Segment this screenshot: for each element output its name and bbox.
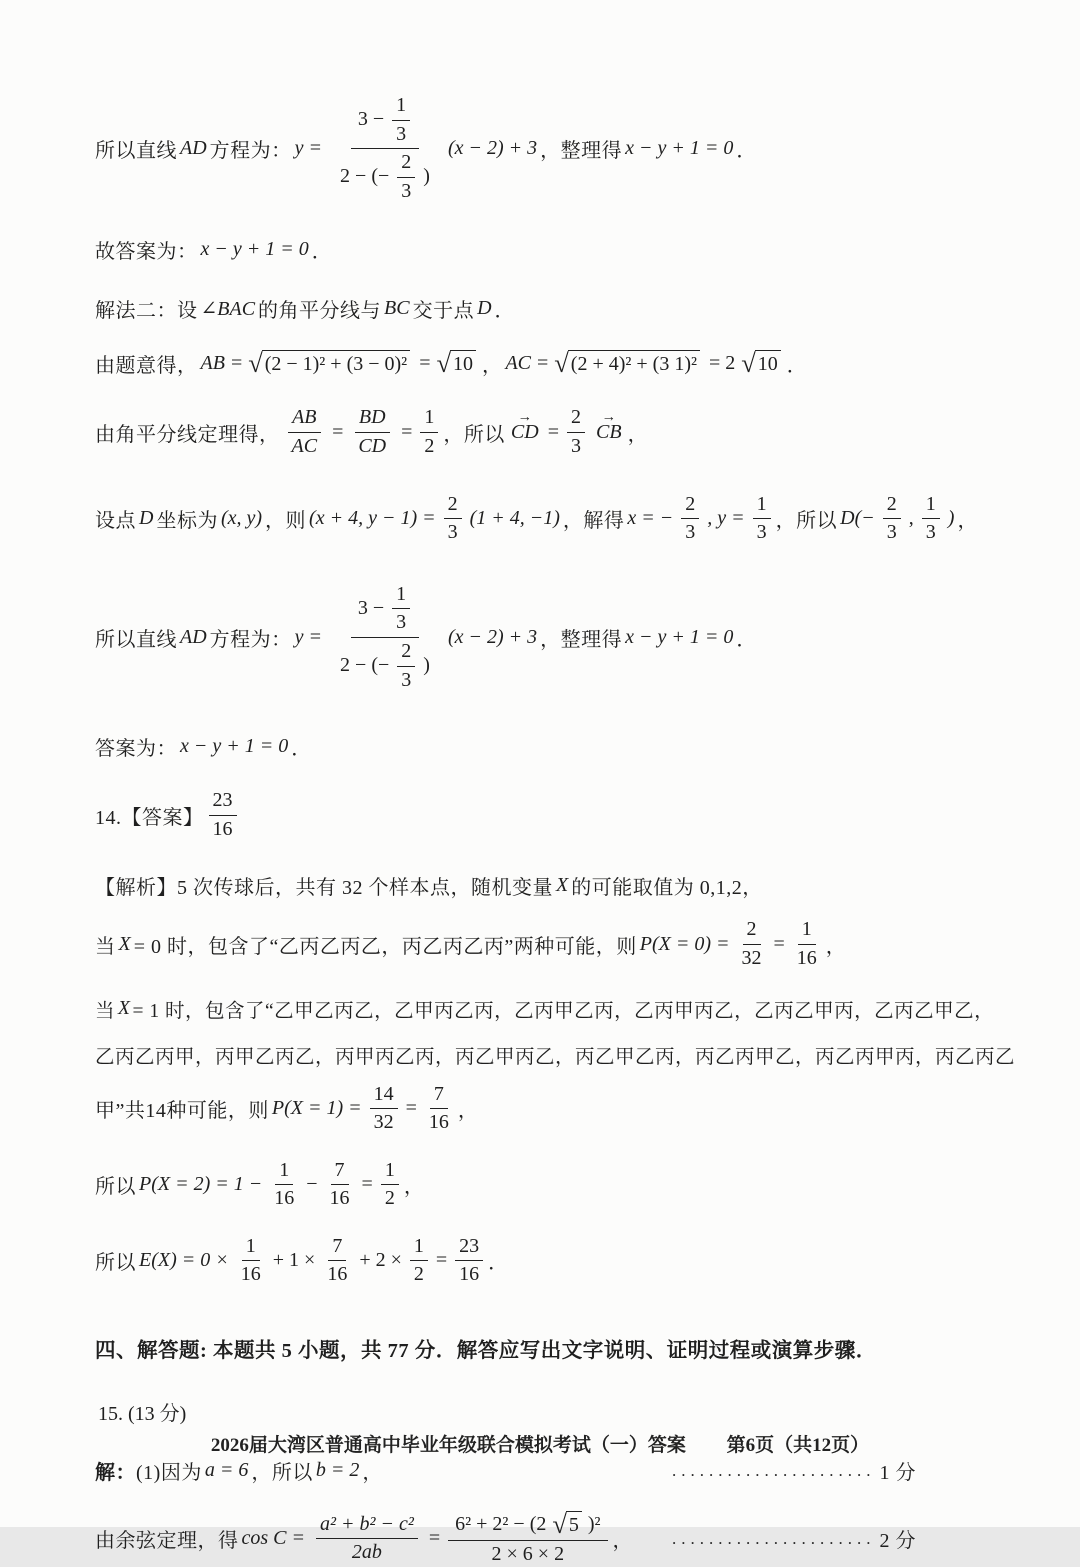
denominator: 3 — [396, 122, 407, 145]
math-expr: a = 6 — [204, 1459, 249, 1482]
text: 甲”共14种可能，则 — [95, 1100, 269, 1123]
q13-point-d-line — [95, 493, 992, 545]
fraction — [326, 1159, 354, 1211]
math-op: − — [306, 1173, 318, 1196]
text: 所以直线 — [95, 140, 177, 163]
math-expr: x − y + 1 = 0 — [625, 137, 734, 160]
text: 交于点 — [412, 300, 475, 323]
fraction — [410, 1235, 428, 1287]
numerator: AB — [288, 406, 320, 433]
section-4-heading — [95, 1333, 992, 1363]
q15-step1 — [95, 1456, 992, 1485]
numerator: 2 — [883, 493, 901, 520]
text: ，所以 — [251, 1462, 313, 1485]
numerator: 1 — [392, 94, 410, 121]
slope-fraction — [333, 583, 437, 692]
math-op: = — [332, 420, 344, 443]
denominator: 3 — [886, 521, 897, 544]
fraction — [793, 918, 821, 970]
numerator: 1 — [392, 583, 410, 610]
step-content — [95, 1511, 633, 1567]
numerator: 7 — [430, 1083, 448, 1110]
text: 答案为： — [95, 738, 177, 761]
q14-answer — [95, 789, 992, 841]
math-op: + 1 × — [272, 1249, 316, 1272]
numerator: 7 — [328, 1235, 346, 1262]
math-var: AD — [180, 625, 207, 648]
q13-method2-intro — [95, 294, 992, 323]
vector-cd: CD → — [511, 421, 539, 444]
q13-answer-1 — [95, 235, 992, 264]
math-expr: 3 − — [357, 597, 385, 620]
score-label: 2 分 — [879, 1530, 916, 1553]
fraction — [397, 640, 415, 692]
q14-x0-line — [95, 918, 992, 970]
denominator: 2ab — [351, 1541, 382, 1564]
fraction — [270, 1159, 298, 1211]
text: ． — [786, 355, 808, 378]
math-expr: , — [908, 507, 914, 530]
denominator: 3 — [401, 668, 412, 691]
text: ，整理得 — [540, 140, 623, 163]
math-expr: y = — [294, 625, 323, 648]
math-var: ∠BAC — [200, 298, 256, 321]
fraction — [237, 1235, 265, 1287]
numerator: 1 — [798, 918, 816, 945]
denominator: 16 — [274, 1187, 295, 1210]
text: 解法二：设 — [95, 300, 198, 323]
math-expr: (x − 2) + 3 — [447, 625, 538, 648]
radicand: √ (2 − 1)² + (3 − 0)² — [262, 350, 410, 376]
text: 坐标为 — [156, 510, 218, 533]
math-op: = 2 — [708, 352, 736, 375]
denominator: 16 — [240, 1263, 261, 1286]
numerator: 1 — [242, 1235, 260, 1262]
fraction — [392, 583, 410, 635]
numerator: 2 — [397, 151, 415, 178]
math-expr: E(X) = 0 × — [139, 1249, 229, 1272]
math-expr: (x + 4, y − 1) = — [309, 507, 436, 530]
numerator: 2 — [567, 406, 585, 433]
text: ． — [736, 140, 757, 163]
text: 乙丙乙丙甲，丙甲乙丙乙，丙甲丙乙丙，丙乙甲丙乙，丙乙甲乙丙，丙乙丙甲乙，丙乙丙甲丙，丙乙丙乙 — [95, 1046, 1016, 1068]
text: ， — [481, 355, 503, 378]
text: ． — [291, 738, 312, 761]
math-expr: x − y + 1 = 0 — [200, 238, 309, 261]
math-expr: b = 2 — [315, 1459, 360, 1482]
math-op: = — [435, 1249, 448, 1272]
fraction — [567, 406, 585, 458]
math-var: X — [556, 874, 569, 897]
text: ． — [488, 1252, 509, 1275]
math-var: X — [118, 932, 131, 955]
denominator: 32 — [741, 946, 762, 969]
fraction — [448, 1511, 607, 1567]
fraction — [922, 493, 940, 545]
text: 方程为： — [209, 628, 292, 651]
radicand: √ 5 — [566, 1511, 582, 1538]
math-expr: 2 − (− — [340, 654, 390, 677]
denominator: AC — [291, 434, 318, 457]
math-op: = — [405, 1097, 417, 1120]
numerator: 23 — [209, 789, 237, 816]
text: ， — [825, 935, 847, 958]
math-expr: ) — [423, 654, 430, 677]
math-expr: 2 − (− — [340, 165, 390, 188]
math-op: + 2 × — [359, 1249, 402, 1272]
q14-x1-probability — [95, 1083, 992, 1135]
text: ， — [627, 423, 649, 446]
math-op: = — [401, 420, 413, 443]
fraction — [883, 493, 901, 545]
footer-page-number: 第6页（共12页） — [726, 1435, 870, 1456]
text: ， — [957, 510, 978, 533]
fraction — [381, 1159, 399, 1211]
numerator: BD — [355, 406, 390, 433]
sqrt-radical — [552, 1511, 581, 1538]
text: = 0 时，包含了“乙丙乙丙乙，丙乙丙乙丙”两种可能，则 — [133, 935, 637, 958]
math-op: = — [537, 352, 549, 375]
radicand: √ 10 — [450, 350, 476, 376]
text: (1)因为 — [136, 1462, 202, 1485]
text: ， — [403, 1176, 425, 1199]
text: 由余弦定理，得 — [95, 1530, 239, 1553]
math-var: X — [118, 997, 130, 1019]
text: 故答案为： — [95, 241, 198, 264]
text: 的可能取值为 0,1,2， — [571, 877, 763, 900]
math-expr: D(− — [840, 507, 875, 530]
text: ，整理得 — [540, 628, 623, 651]
slope-fraction — [333, 94, 437, 203]
text: ，则 — [265, 510, 307, 533]
math-expr: P(X = 1) = — [271, 1097, 362, 1120]
math-op: = — [419, 352, 431, 375]
text: ， — [612, 1530, 633, 1553]
denominator: 3 — [756, 521, 767, 544]
math-var: D — [139, 507, 154, 530]
math-expr: P(X = 0) = — [639, 932, 730, 955]
math-var: D — [477, 297, 492, 320]
text: 由题意得， — [95, 355, 198, 378]
denominator: 32 — [373, 1111, 394, 1134]
answer-label: 14.【答案】 — [95, 806, 204, 829]
denominator: 16 — [327, 1263, 348, 1286]
math-var: BC — [384, 297, 410, 320]
dot-leader: ...................... — [672, 1528, 876, 1548]
vector-cb: CB → — [596, 421, 622, 444]
fraction — [753, 493, 771, 545]
math-expr: x = − — [627, 507, 674, 530]
text: 设点 — [95, 510, 136, 533]
numerator: 1 — [410, 1235, 428, 1262]
denominator: 16 — [459, 1263, 480, 1286]
math-expr: ) — [947, 507, 955, 530]
fraction — [425, 1083, 453, 1135]
math-var: AC — [505, 352, 532, 375]
numerator: a² + b² − c² — [316, 1513, 418, 1540]
text: 所以 — [95, 1252, 136, 1275]
denominator: 3 — [396, 611, 407, 634]
math-expr: , y = — [707, 507, 745, 530]
math-expr: (x, y) — [220, 507, 263, 530]
numerator: 1 — [753, 493, 771, 520]
math-var: AD — [180, 137, 207, 160]
math-expr: x − y + 1 = 0 — [180, 735, 289, 758]
fraction — [370, 1083, 398, 1135]
denominator: 16 — [212, 817, 233, 840]
page-footer — [0, 1430, 1080, 1457]
numerator: 7 — [331, 1159, 349, 1186]
denominator: 2 — [384, 1187, 395, 1210]
denominator: CD — [358, 434, 387, 457]
solution-label: 解： — [95, 1462, 136, 1485]
math-op: = — [361, 1173, 373, 1196]
numerator: 1 — [381, 1159, 399, 1186]
numerator: 1 — [922, 493, 940, 520]
q15-step2 — [95, 1511, 992, 1567]
text: 的角平分线与 — [258, 300, 382, 323]
text: 所以 — [95, 1176, 136, 1199]
text: ， — [362, 1462, 383, 1485]
text: 方程为： — [209, 140, 292, 163]
q14-analysis-intro — [95, 871, 992, 900]
text: ，所以 — [775, 510, 838, 533]
numerator: 14 — [370, 1083, 398, 1110]
q14-x1-sequences-row2 — [95, 1041, 1016, 1069]
fraction — [738, 918, 766, 970]
fraction — [444, 493, 462, 545]
text: 当 — [95, 935, 116, 958]
text: ． — [494, 300, 516, 323]
math-expr: (x − 2) + 3 — [447, 137, 538, 160]
fraction — [392, 94, 410, 146]
math-expr: 3 − — [357, 108, 385, 131]
q14-x2-line — [95, 1159, 992, 1211]
numerator: 1 — [420, 406, 438, 433]
fraction — [285, 406, 325, 458]
numerator: 2 — [444, 493, 462, 520]
denominator: 16 — [796, 946, 817, 969]
fraction — [209, 789, 237, 841]
q14-x1-sequences-row1 — [95, 995, 995, 1023]
q13-line-ad-equation-1 — [95, 94, 992, 203]
dot-leader: ...................... — [672, 1460, 876, 1480]
score-leader — [672, 1524, 916, 1553]
text: ． — [311, 241, 333, 264]
sqrt-radical — [741, 350, 783, 377]
denominator: 16 — [428, 1111, 449, 1134]
text: ． — [736, 628, 757, 651]
q13-line-ad-equation-2 — [95, 583, 992, 692]
question-number: 15. (13 分) — [98, 1403, 187, 1426]
math-expr: cos C = — [241, 1527, 305, 1550]
text: ， — [457, 1100, 479, 1123]
numerator: 1 — [275, 1159, 293, 1186]
sqrt-radical — [554, 350, 703, 377]
denominator: 3 — [447, 521, 458, 544]
math-var: AB — [200, 352, 225, 375]
denominator: 16 — [329, 1187, 350, 1210]
text: 当 — [95, 1000, 116, 1022]
math-expr: ) — [423, 165, 430, 188]
text: 所以直线 — [95, 628, 177, 651]
denominator: 2 × 6 × 2 — [491, 1542, 565, 1565]
denominator: 3 — [401, 179, 412, 202]
section-heading-text: 四、解答题: 本题共 5 小题，共 77 分．解答应写出文字说明、证明过程或演算步骤． — [95, 1340, 877, 1363]
sqrt-radical — [248, 350, 413, 377]
numerator: 2 — [743, 918, 761, 945]
q15-number — [95, 1397, 992, 1426]
text: = 1 时，包含了“乙甲乙丙乙，乙甲丙乙丙，乙丙甲乙丙，乙丙甲丙乙，乙丙乙甲丙，乙丙乙甲乙， — [132, 1000, 995, 1022]
math-op: = — [773, 932, 785, 955]
math-op: = — [547, 420, 559, 443]
q13-answer-2 — [95, 732, 992, 761]
math-expr: )² — [587, 1512, 601, 1535]
math-expr: 6² + 2² − (2 — [455, 1512, 547, 1535]
math-op: = — [428, 1527, 441, 1550]
radicand: √ 10 — [755, 350, 781, 376]
q13-bisector-line — [95, 406, 992, 458]
fraction — [323, 1235, 351, 1287]
footer-title: 2026届大湾区普通高中毕业年级联合模拟考试（一）答案 — [210, 1435, 686, 1456]
radicand: √ (2 + 4)² + (3 1)² — [568, 350, 700, 376]
fraction — [397, 151, 415, 203]
math-op: = — [230, 352, 243, 375]
fraction — [455, 1235, 483, 1287]
denominator: 3 — [925, 521, 936, 544]
score-label: 1 分 — [879, 1462, 916, 1485]
q13-lengths-line — [95, 349, 992, 378]
numerator: 2 — [681, 493, 699, 520]
fraction — [313, 1513, 421, 1565]
denominator: 3 — [685, 521, 696, 544]
math-expr: y = — [294, 137, 323, 160]
fraction — [351, 406, 393, 458]
text: ，解得 — [562, 510, 625, 533]
denominator: 2 — [413, 1263, 424, 1286]
score-leader — [672, 1456, 916, 1485]
fraction — [681, 493, 699, 545]
q14-expectation-line — [95, 1235, 992, 1287]
math-expr: (1 + 4, −1) — [469, 507, 560, 530]
numerator: 23 — [455, 1235, 483, 1262]
text: 由角平分线定理得， — [95, 423, 280, 446]
sqrt-radical — [436, 350, 478, 377]
denominator: 3 — [571, 434, 581, 457]
text: 【解析】5 次传球后，共有 32 个样本点，随机变量 — [95, 877, 553, 900]
text: ，所以 — [443, 423, 505, 446]
fraction — [420, 406, 438, 458]
denominator: 2 — [424, 434, 435, 457]
math-expr: x − y + 1 = 0 — [625, 625, 734, 648]
numerator: 2 — [397, 640, 415, 667]
math-expr: P(X = 2) = 1 − — [139, 1173, 263, 1196]
step-content — [95, 1456, 383, 1485]
